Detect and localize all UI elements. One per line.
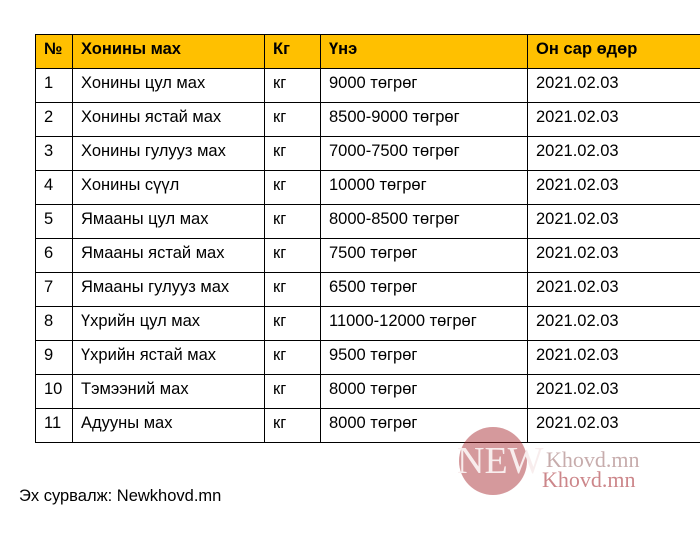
cell-product: Ямааны цул мах (73, 205, 265, 239)
cell-unit: кг (265, 69, 321, 103)
cell-number: 4 (36, 171, 73, 205)
table-row (36, 375, 700, 409)
table-row (36, 239, 700, 273)
cell-price: 8000-8500 төгрөг (321, 205, 528, 239)
cell-product: Хонины гулууз мах (73, 137, 265, 171)
cell-date: 2021.02.03 (528, 137, 700, 171)
cell-product: Адууны мах (73, 409, 265, 443)
cell-date: 2021.02.03 (528, 205, 700, 239)
cell-date: 2021.02.03 (528, 307, 700, 341)
cell-product: Тэмээний мах (73, 375, 265, 409)
cell-price: 6500 төгрөг (321, 273, 528, 307)
cell-unit: кг (265, 375, 321, 409)
cell-unit: кг (265, 341, 321, 375)
cell-date: 2021.02.03 (528, 273, 700, 307)
table-row (36, 103, 700, 137)
cell-price: 9500 төгрөг (321, 341, 528, 375)
header-product: Хонины мах (73, 35, 265, 69)
cell-date: 2021.02.03 (528, 409, 700, 443)
cell-number: 2 (36, 103, 73, 137)
watermark-site-bottom: Khovd.mn (542, 467, 636, 492)
price-table (35, 34, 700, 443)
cell-number: 9 (36, 341, 73, 375)
cell-unit: кг (265, 273, 321, 307)
cell-price: 10000 төгрөг (321, 171, 528, 205)
cell-unit: кг (265, 103, 321, 137)
cell-product: Хонины цул мах (73, 69, 265, 103)
table-row (36, 137, 700, 171)
cell-product: Ямааны ястай мах (73, 239, 265, 273)
cell-date: 2021.02.03 (528, 341, 700, 375)
cell-number: 7 (36, 273, 73, 307)
cell-price: 8500-9000 төгрөг (321, 103, 528, 137)
cell-price: 11000-12000 төгрөг (321, 307, 528, 341)
table-row (36, 205, 700, 239)
table-row (36, 341, 700, 375)
header-price: Үнэ (321, 35, 528, 69)
cell-number: 3 (36, 137, 73, 171)
table-row (36, 307, 700, 341)
cell-date: 2021.02.03 (528, 239, 700, 273)
header-number: № (36, 35, 73, 69)
cell-product: Хонины ястай мах (73, 103, 265, 137)
cell-number: 1 (36, 69, 73, 103)
cell-date: 2021.02.03 (528, 69, 700, 103)
cell-unit: кг (265, 239, 321, 273)
cell-number: 10 (36, 375, 73, 409)
cell-product: Үхрийн цул мах (73, 307, 265, 341)
cell-price: 9000 төгрөг (321, 69, 528, 103)
cell-price: 8000 төгрөг (321, 375, 528, 409)
cell-unit: кг (265, 205, 321, 239)
cell-number: 11 (36, 409, 73, 443)
cell-date: 2021.02.03 (528, 103, 700, 137)
cell-unit: кг (265, 137, 321, 171)
cell-price: 8000 төгрөг (321, 409, 528, 443)
header-date: Он сар өдөр (528, 35, 700, 69)
newkhovd-watermark-logo (449, 427, 679, 497)
cell-number: 8 (36, 307, 73, 341)
cell-price: 7000-7500 төгрөг (321, 137, 528, 171)
cell-unit: кг (265, 409, 321, 443)
cell-product: Үхрийн ястай мах (73, 341, 265, 375)
cell-date: 2021.02.03 (528, 171, 700, 205)
cell-product: Хонины сүүл (73, 171, 265, 205)
cell-date: 2021.02.03 (528, 375, 700, 409)
cell-unit: кг (265, 171, 321, 205)
header-unit: Кг (265, 35, 321, 69)
watermark-site-top: Khovd.mn (546, 447, 640, 472)
table-header-row (36, 35, 700, 69)
cell-unit: кг (265, 307, 321, 341)
table-body (36, 69, 700, 443)
cell-price: 7500 төгрөг (321, 239, 528, 273)
watermark-brand: NEW (457, 440, 544, 482)
cell-number: 6 (36, 239, 73, 273)
table-row (36, 69, 700, 103)
table-row (36, 273, 700, 307)
cell-product: Ямааны гулууз мах (73, 273, 265, 307)
source-note: Эх сурвалж: Newkhovd.mn (19, 487, 222, 505)
cell-number: 5 (36, 205, 73, 239)
table-row (36, 171, 700, 205)
